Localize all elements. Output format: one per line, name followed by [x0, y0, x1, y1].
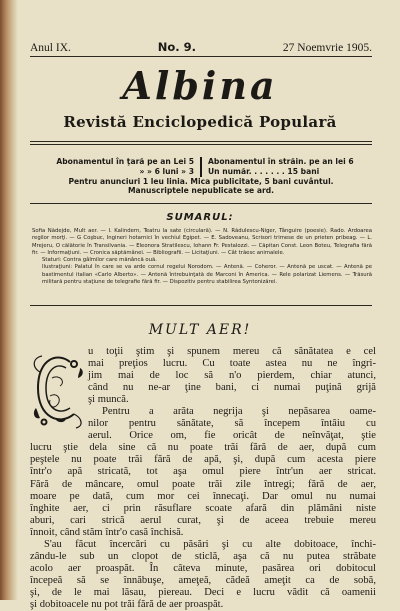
header-rule [30, 56, 372, 57]
article-line: moare pe dată, cum mor cei înnecaţi. Dar omul nu numai [30, 490, 376, 502]
contents-rule [30, 305, 372, 306]
subscription-foreign [200, 157, 372, 177]
masthead-subtitle: Revistă Enciclopedică Populară [63, 113, 337, 131]
article-line: S'au făcut încercări cu păsări şi cu alte dobitoace, închi- [44, 538, 376, 550]
subscription-domestic-half: » » 6 luni » 3 [139, 166, 194, 176]
article-line: zându-le sub un clopot de sticlă, aşa că nu putea străbate [30, 550, 376, 562]
article-line: nilor pentru sănătate, să începem întâiu cu [88, 418, 376, 430]
article-line: începeă să se înnăbuşe, ameţeă, cădeă ameţit ca de sobă, [30, 574, 376, 586]
subscription-domestic [30, 157, 200, 177]
subscription-single-issue: Un număr. . . . . . . 15 bani [208, 166, 320, 176]
article-line: înnoit, când stăm într'o casă închisă. [30, 526, 184, 538]
article-line: aburi, cari strică aerul curat, şi de aceea trebuie mereu [30, 514, 376, 526]
article-line: Fără de mâncare, omul poate trăi zile întregi; fără de aer, [30, 478, 376, 490]
issue-year: Anul IX. [30, 42, 71, 54]
article-body [30, 346, 376, 611]
article-line: când nu ne-ar ţine bani, ci numai puţină grijă [88, 382, 376, 394]
article-line: aerul. Orice om, fie oricât de neînvăţat, ştie [88, 430, 376, 442]
contents-paragraph: Sofia Nădejde, Mult aer. — I. Kalindern, Teatru la sate (circulară). — N. Rădulescu-Niger, Tânguire (poesie). Rado. Ardoarea regilor morţi. — G Coşbuc, Ingineri hotarnici în vechiul Egipet. — E. Sadoveanu, Scrisori trimese de un prieten pribeag. — L. Mrejeru, O călătorie în Transilvania. — Eleonora Stratilescu, Iohann Fr. Pestalozzi. — Căpitan Const. Leon Boteu, Telegrafia fără fir. — Informaţiuni. — Cronica săptămânei. — Bibliografii. — Licitaţiuni. — Cât trăesc animalele. [32, 228, 372, 256]
contents-paragraph: Ilustraţiuni: Palatul în care se va arde cornul regelui Norodom. — Antenă. — Coheror. — Antenă pe uscat. — Antenă pe bastimentul italian «Carlo Alberto». — Antenă întrebuinţată de Marconi în America. — Rele polarizat Liemens. — Trăsură militară pentru staţiune de telegrafie fără fir. — Dispozitiv pentru stabilirea Syntonizărei. [42, 264, 372, 286]
article-line: şi muncă. [88, 394, 129, 406]
manuscripts-note: Manuscriptele nepublicate se ard. [127, 186, 275, 196]
issue-header [30, 40, 372, 54]
subscription-foreign-year: Abonamentul în străin. pe an lei 6 [208, 157, 354, 166]
contents-paragraph: Staturi: Contra gâlmilor care mănâncă ouă. [42, 257, 157, 264]
article-line: lucru ştie dela sine că nu poate trăi fără de aer, după cum [30, 442, 376, 454]
masthead-rule-bottom [30, 144, 372, 145]
article-line: şi dobitoacele nu pot trăi fără de aer proaspăt. [30, 598, 224, 610]
subscription-domestic-year: Abonamentul în ţară pe an Lei 5 [56, 157, 194, 166]
article-line: jim mai de loc să n'o pierdem, chiar atunci, [88, 370, 376, 382]
article-line: peştele nu poate trăi fără de apă, şi, după cum acesta piere [30, 454, 376, 466]
issue-number: No. 9. [157, 40, 197, 54]
contents-text [32, 228, 372, 286]
article-line: înghite aer, ci prin răsuflare scoate afară din plămâni niste [30, 502, 376, 514]
issue-date: 27 Noemvrie 1905. [282, 42, 372, 54]
masthead-title: Albina [122, 63, 278, 108]
article-title: MULT AER! [148, 322, 252, 338]
subscription-rule [30, 203, 372, 204]
article-line: u toţii ştim şi spunem mereu că sănătatea e cel [88, 346, 376, 357]
article-line: într'o apă stricată, tot aşa omul piere într'un aer stricat. [30, 466, 376, 478]
article-line: şi, de le mai lăsau, piereau. Deci e lucru vădit că oamenii [30, 586, 376, 598]
contents-title: SUMARUL: [166, 212, 234, 223]
masthead-rule-top [30, 141, 372, 142]
article-line: mai preţios lucru. Cu toate astea nu ne îngri- [88, 358, 376, 370]
article-line: Pentru a arăta negrija şi nepăsarea oame- [102, 406, 376, 418]
article-line: acolo aer proaspăt. În câteva minute, pasărea ori dobitocul [30, 562, 376, 574]
subscription-info [30, 157, 372, 196]
advertising-rates: Pentru anunciuri 1 leu linia. Mica publicitate, 5 bani cuvântul. [68, 176, 334, 186]
